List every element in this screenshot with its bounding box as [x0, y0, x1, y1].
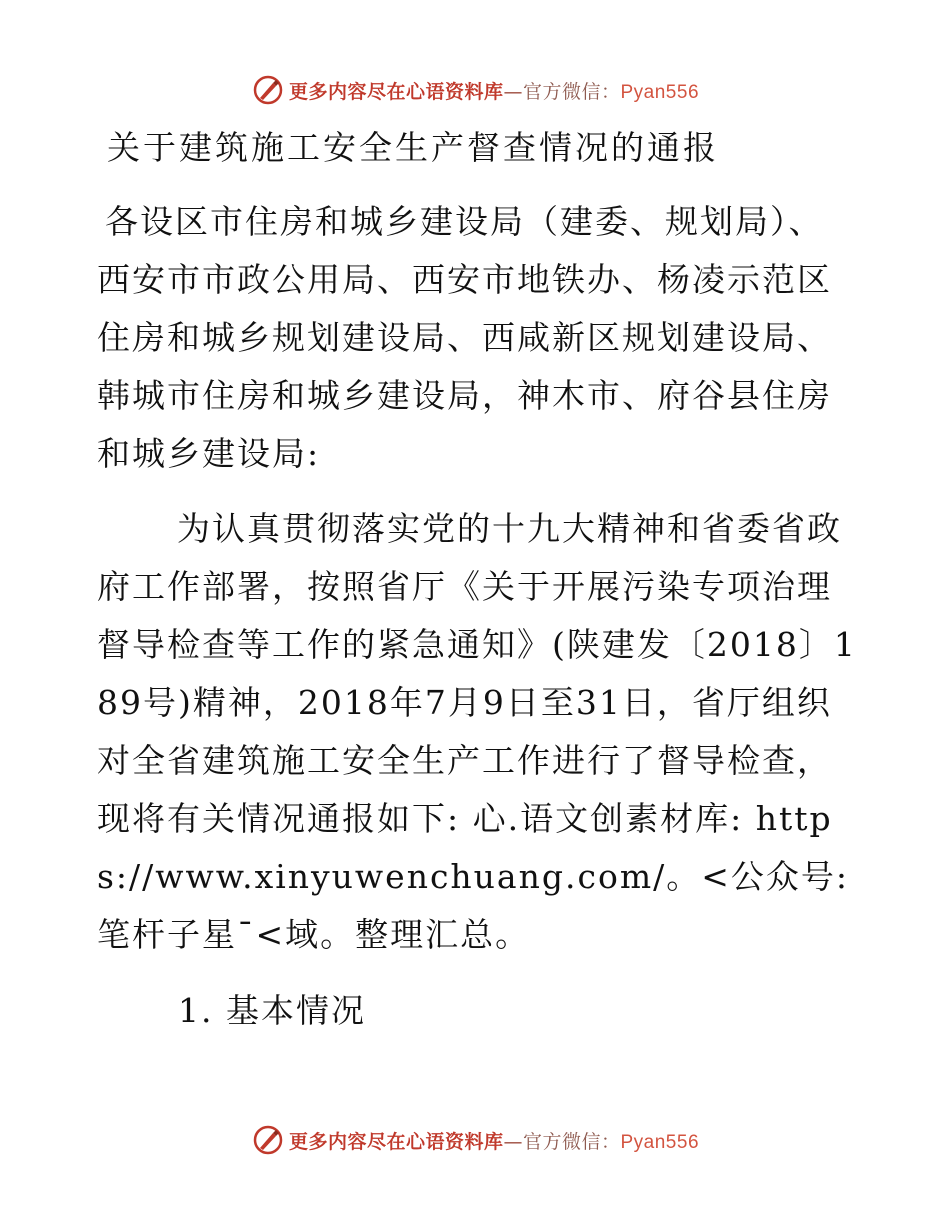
watermark-wechat-label: 官方微信：	[522, 1130, 621, 1153]
watermark-wechat-label: 官方微信：	[522, 80, 621, 103]
watermark-banner-bottom	[0, 1120, 950, 1160]
watermark-text	[289, 77, 699, 104]
body-paragraph: 为认真贯彻落实党的十九大精神和省委省政府工作部署，按照省厅《关于开展污染专项治理督导检查等工作的紧急通知》(陕建发〔2018〕189号)精神，2018年7月9日至31日，省厅组织对全省建筑施工安全生产工作进行了督导检查，现将有关情况通报如下: 心.语文创素材库: https://www.xinyuwenchuang.com/。<公众号: 笔杆子星¯<域。整理汇总。	[97, 509, 857, 954]
watermark-brand: 更多内容尽在心语资料库	[288, 80, 504, 103]
watermark-text	[289, 1127, 699, 1154]
watermark-banner-top	[0, 70, 950, 110]
pen-logo-icon	[251, 73, 285, 107]
section-heading-basic-situation: 1. 基本情况	[178, 991, 366, 1030]
document-title: 关于建筑施工安全生产督查情况的通报	[107, 128, 719, 167]
watermark-wechat-id: Pyan556	[620, 81, 700, 103]
watermark-separator: —	[503, 80, 523, 103]
watermark-brand: 更多内容尽在心语资料库	[288, 1130, 504, 1153]
pen-logo-icon	[251, 1123, 285, 1157]
watermark-wechat-id: Pyan556	[620, 1131, 700, 1153]
watermark-separator: —	[503, 1130, 523, 1153]
addressee-paragraph: 各设区市住房和城乡建设局（建委、规划局）、西安市市政公用局、西安市地铁办、杨凌示范区住房和城乡规划建设局、西咸新区规划建设局、韩城市住房和城乡建设局，神木市、府谷县住房和城乡建设局:	[97, 202, 832, 473]
